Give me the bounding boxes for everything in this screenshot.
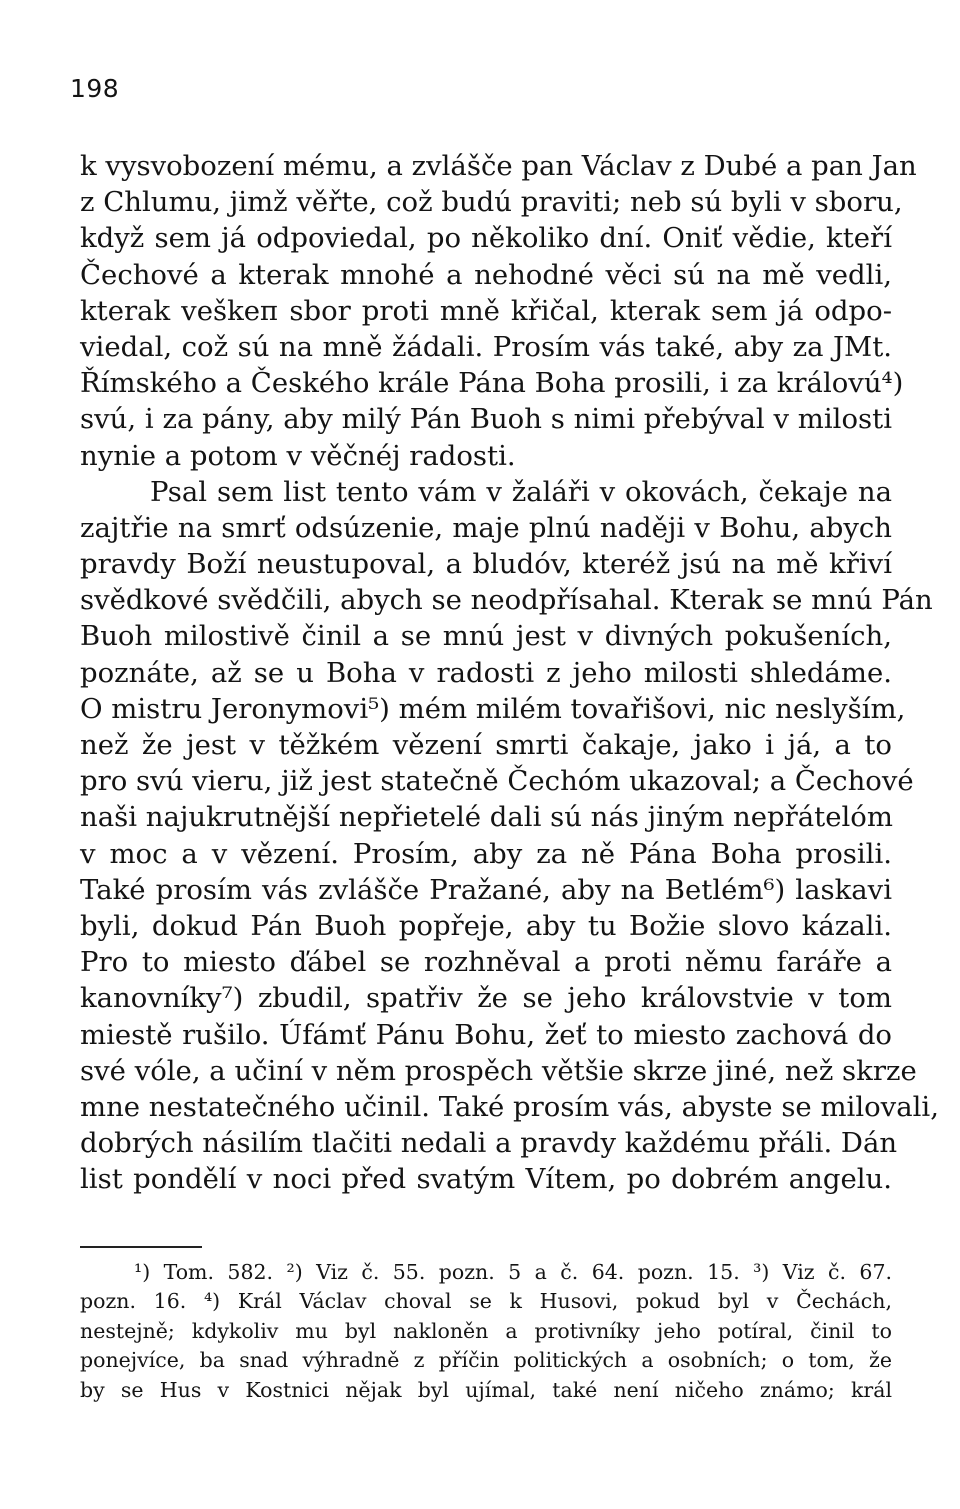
footnote-line: ¹) Tom. 582. ²) Viz č. 55. pozn. 5 a č. 64. pozn. 15. ³) Viz č. 67.: [134, 1260, 892, 1284]
text-line: poznáte, až se u Boha v radosti z jeho milosti shledáme.: [80, 656, 892, 689]
text-line: mne nestatečného učinil. Také prosím vás, abyste se milovali,: [80, 1090, 939, 1123]
paragraph-end-line: nynie a potom v věčnéj radosti.: [80, 439, 516, 472]
text-line: kterak veškeп sbor proti mně křičal, kterak sem já odpo-: [80, 294, 892, 327]
footnotes: [80, 1258, 892, 1405]
text-line: Pro to miesto ďábel se rozhněval a proti němu faráře a: [80, 946, 892, 979]
text-line: než že jest v těžkém vězení smrti čakaje, jako i já, a to: [80, 729, 892, 761]
text-line: dobrých násilím tlačiti nedali a pravdy každému přáli. Dán: [80, 1127, 898, 1160]
text-line: Čechové a kterak mnohé a nehodné věci sú na mě vedli,: [80, 258, 892, 291]
text-line: v moc a v vězení. Prosím, aby za ně Pána Boha prosili.: [80, 837, 892, 870]
text-line: viedal, což sú na mně žádali. Prosím vás také, aby za JMt.: [80, 330, 892, 363]
text-line: svědkové svědčili, abych se neodpřísahal. Kterak se mnú Pán: [80, 584, 933, 617]
text-line: list pondělí v noci před svatým Vítem, po dobrém angelu.: [80, 1163, 892, 1196]
text-line: naši najukrutnější nepřietelé dali sú nás jiným nepřátelóm: [80, 801, 893, 834]
text-line: Také prosím vás zvlášče Pražané, aby na Betlém⁶) laskavi: [80, 873, 892, 906]
text-line: k vysvobození mému, a zvlášče pan Václav z Dubé a pan Jan: [80, 150, 917, 182]
text-line: pravdy Boží neustupoval, a bludóv, kteréž jsú na mě křiví: [80, 548, 892, 581]
text-line: O mistru Jeronymovi⁵) mém milém tovařišovi, nic neslyším,: [80, 692, 906, 725]
footnote-line: by se Hus v Kostnici nějak byl ujímal, také není ničeho známo; král: [80, 1377, 892, 1402]
text-line: byli, dokud Pán Buoh popřeje, aby tu Božie slovo kázali.: [80, 909, 892, 942]
text-line: z Chlumu, jimž věřte, což budú praviti; neb sú byli v sboru,: [80, 186, 903, 219]
text-line: svú, i za pány, aby milý Pán Buoh s nimi přebýval v milosti: [80, 403, 892, 436]
text-line: kanovníky⁷) zbudil, spatřiv že se jeho královstvie v tom: [80, 982, 892, 1015]
text-line: Buoh milostivě činil a se mnú jest v divných pokušeních,: [80, 620, 892, 653]
text-line: zajtřie na smrť odsúzenie, maje plnú naději v Bohu, abych: [80, 511, 892, 544]
text-line: když sem já odpoviedal, po několiko dní. Oniť vědie, kteří: [80, 222, 892, 255]
text-line: pro svú vieru, již jest statečně Čechóm ukazoval; a Čechové: [80, 765, 914, 798]
body-text: [80, 148, 939, 1197]
footnote-divider: [80, 1246, 202, 1248]
footnote-line: pozn. 16. ⁴) Král Václav choval se k Husovi, pokud byl v Čechách,: [80, 1289, 892, 1314]
text-line: miestě rušilo. Úfámť Pánu Bohu, žeť to miesto zachová do: [80, 1018, 892, 1051]
footnote-line: nestejně; kdykoliv mu byl nakloněn a protivníky jeho potíral, činil to: [80, 1318, 892, 1343]
paragraph-start-line: Psal sem list tento vám v žaláři v okovách, čekaje na: [150, 475, 892, 508]
text-line: své vóle, a učiní v něm prospěch většie skrze jiné, než skrze: [80, 1054, 917, 1087]
page-number: 198: [70, 74, 120, 103]
footnote-line: ponejvíce, ba snad výhradně z příčin politických a osobních; o tom, že: [80, 1348, 892, 1373]
text-line: Římského a Českého krále Pána Boha prosili, i za královú⁴): [80, 367, 904, 400]
